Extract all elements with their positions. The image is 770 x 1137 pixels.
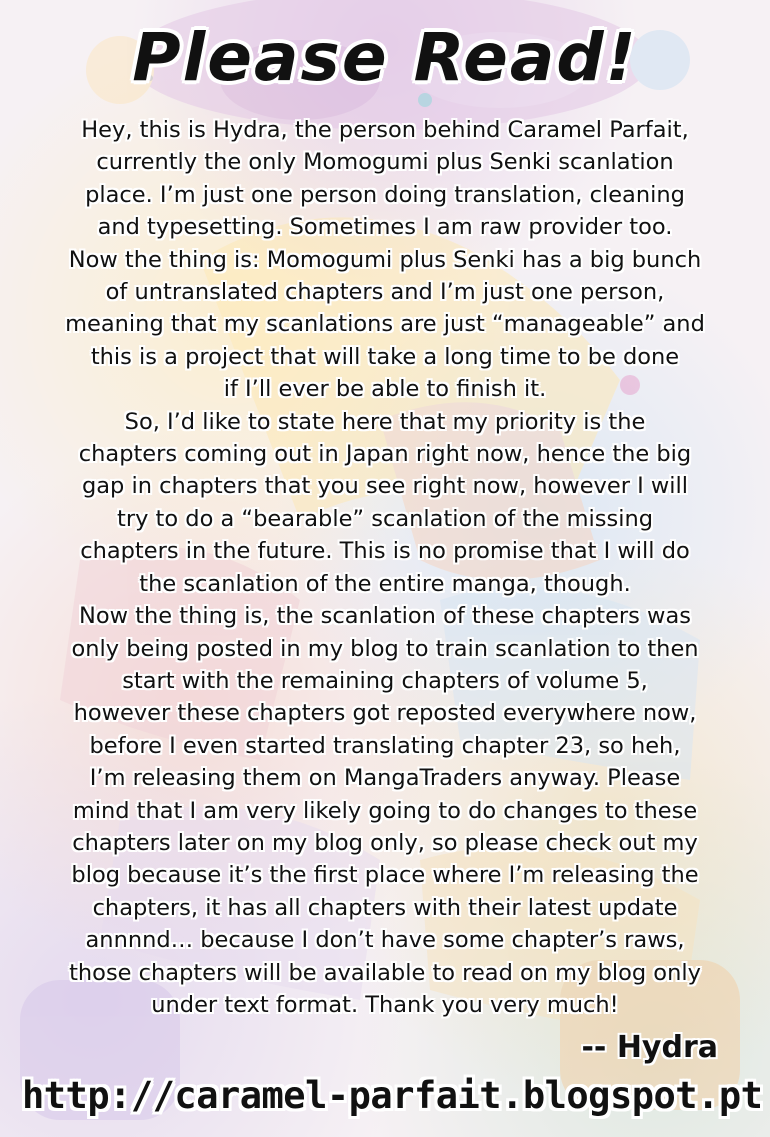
- notice-line: Hey, this is Hydra, the person behind Caramel Parfait,: [81, 117, 689, 143]
- signature: -- Hydra: [581, 1030, 718, 1065]
- notice-line: if I’ll ever be able to finish it.: [223, 376, 547, 403]
- notice-line: annnnd… because I don’t have some chapter’s raws,: [85, 927, 685, 954]
- notice-line: place. I’m just one person doing translation, cleaning: [85, 181, 685, 208]
- notice-body: [6, 114, 764, 1021]
- notice-line: start with the remaining chapters of volume 5,: [122, 667, 648, 694]
- notice-line: So, I’d like to state here that my priority is the: [124, 408, 646, 435]
- notice-line: Now the thing is: Momogumi plus Senki has a big bunch: [68, 246, 702, 273]
- blog-url: http://caramel-parfait.blogspot.pt: [22, 1074, 763, 1117]
- notice-line: only being posted in my blog to train scanlation to then: [71, 635, 699, 662]
- notice-line: mind that I am very likely going to do changes to these: [72, 797, 698, 824]
- notice-line: this is a project that will take a long time to be done: [90, 343, 680, 370]
- notice-line: blog because it’s the first place where I’m releasing the: [71, 862, 699, 889]
- page-title: Please Read!: [132, 19, 638, 96]
- notice-line: of untranslated chapters and I’m just one person,: [105, 279, 665, 306]
- notice-line: gap in chapters that you see right now, however I will: [81, 473, 689, 500]
- notice-line: however these chapters got reposted everywhere now,: [73, 700, 697, 727]
- notice-line: chapters in the future. This is no promise that I will do: [80, 538, 690, 565]
- notice-line: before I even started translating chapter 23, so heh,: [89, 732, 681, 759]
- notice-line: chapters later on my blog only, so please check out my: [72, 829, 698, 856]
- notice-line: under text format. Thank you very much!: [151, 991, 619, 1018]
- notice-line: chapters, it has all chapters with their latest update: [92, 894, 678, 921]
- notice-line: meaning that my scanlations are just “manageable” and: [65, 311, 705, 338]
- notice-line: currently the only Momogumi plus Senki scanlation: [96, 149, 674, 176]
- notice-line: the scanlation of the entire manga, though.: [139, 570, 631, 597]
- notice-line: Now the thing is, the scanlation of these chapters was: [79, 603, 691, 630]
- notice-line: I’m releasing them on MangaTraders anyway. Please: [89, 765, 681, 792]
- notice-line: and typesetting. Sometimes I am raw provider too.: [97, 214, 673, 241]
- notice-line: chapters coming out in Japan right now, hence the big: [78, 441, 692, 468]
- notice-line: try to do a “bearable” scanlation of the missing: [117, 505, 653, 532]
- notice-line: those chapters will be available to read on my blog only: [69, 959, 701, 986]
